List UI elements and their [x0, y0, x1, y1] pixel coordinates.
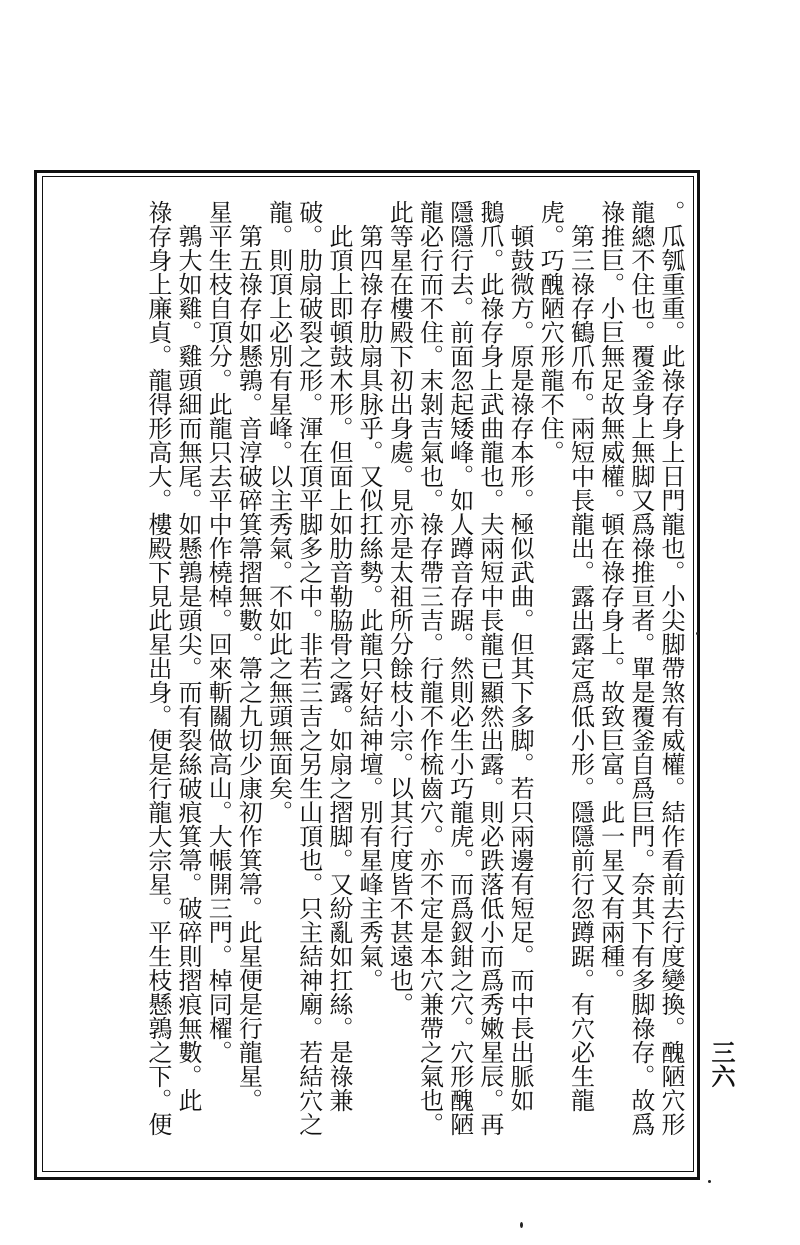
text-column: 此等星在樓殿下初出身處。見亦是太祖所分餘枝小宗。以其行度皆不甚遠也。: [385, 200, 414, 1016]
text-column: 第五祿存如懸鶉。音淳破碎箕箒摺無數。箒之九切少康初作箕箒。此星便是行龍星。: [234, 224, 263, 1112]
text-column: 祿存身上廉貞。龍得形高大。樓殿下見此星出身。便是行龍大宗星。平生枝懸鶉之下。便: [143, 200, 172, 1136]
text-column: 此頂上即頓鼓木形。但面上如肋音勒脇骨之露。如扇之摺脚。又紛亂如扛絲。是祿兼: [324, 224, 353, 1112]
text-column: 破。肋扇破裂之形。渾在頂平脚多之中。非若三吉之另生山頂也。只主結神廟。若結穴之: [294, 200, 323, 1136]
vertical-text-body: [50, 200, 686, 1160]
text-column: 頓鼓微方。原是祿存本形。極似武曲。但其下多脚。若只兩邊有短足。而中長出脈如: [506, 224, 535, 1112]
scan-speck: [520, 1222, 523, 1228]
text-column: 鵝爪。此祿存身上武曲龍也。夫兩短中長龍已顯然出露。則必跌落低小而爲秀嫩星辰。再: [475, 200, 504, 1136]
text-column: 第四祿存肋扇具脉乎。又似扛絲勢。此龍只好結神壇。別有星峰主秀氣。: [355, 224, 384, 992]
scan-speck: [708, 1180, 711, 1183]
text-column: 龍總不住也。覆釜身上無脚又爲祿推亘者。單是覆釜自爲巨門。奈其下有多脚祿存。故爲: [626, 200, 655, 1136]
scan-speck: [696, 632, 699, 635]
page-number: 三六: [707, 1040, 736, 1088]
text-column: 龍。則頂上必別有星峰。以主秀氣。不如此之無頭無面矣。: [264, 200, 293, 824]
text-column: 祿推巨。小巨無足故無威權。頓在祿存身上。故致巨富。此一星又有兩種。: [596, 200, 625, 992]
text-column: 。瓜瓠重重。此祿存身上日門龍也。小尖脚帶煞有威權。結作看前去行度變換。醜陋穴形: [657, 200, 685, 1136]
text-column: 隱隱行去。前面忽起矮峰。如人蹲音存踞。然則必生小巧龍虎。而爲釵鉗之穴。穴形醜陋: [445, 200, 474, 1136]
text-column: 星平生枝自頂分。此龍只去平中作橈棹。回來斬關做高山。大帳開三門。棹同櫂。: [204, 200, 233, 1064]
text-column: 虎。巧醜陋穴形龍不住。: [536, 200, 565, 464]
text-column: 鶉大如雞。雞頭細而無尾。如懸鶉是頭尖。而有裂絲破痕箕箒。破碎則摺痕無數。此: [174, 224, 202, 1112]
text-column: 第三祿存鶴爪布。兩短中長龍出。露出露定爲低小形。隱隱前行忽蹲踞。有穴必生龍: [566, 224, 595, 1112]
text-column: 龍必行而不住。末剝吉氣也。祿存帶三吉。行龍不作梳齒穴。亦不定是本穴兼帶之氣也。: [415, 200, 444, 1136]
